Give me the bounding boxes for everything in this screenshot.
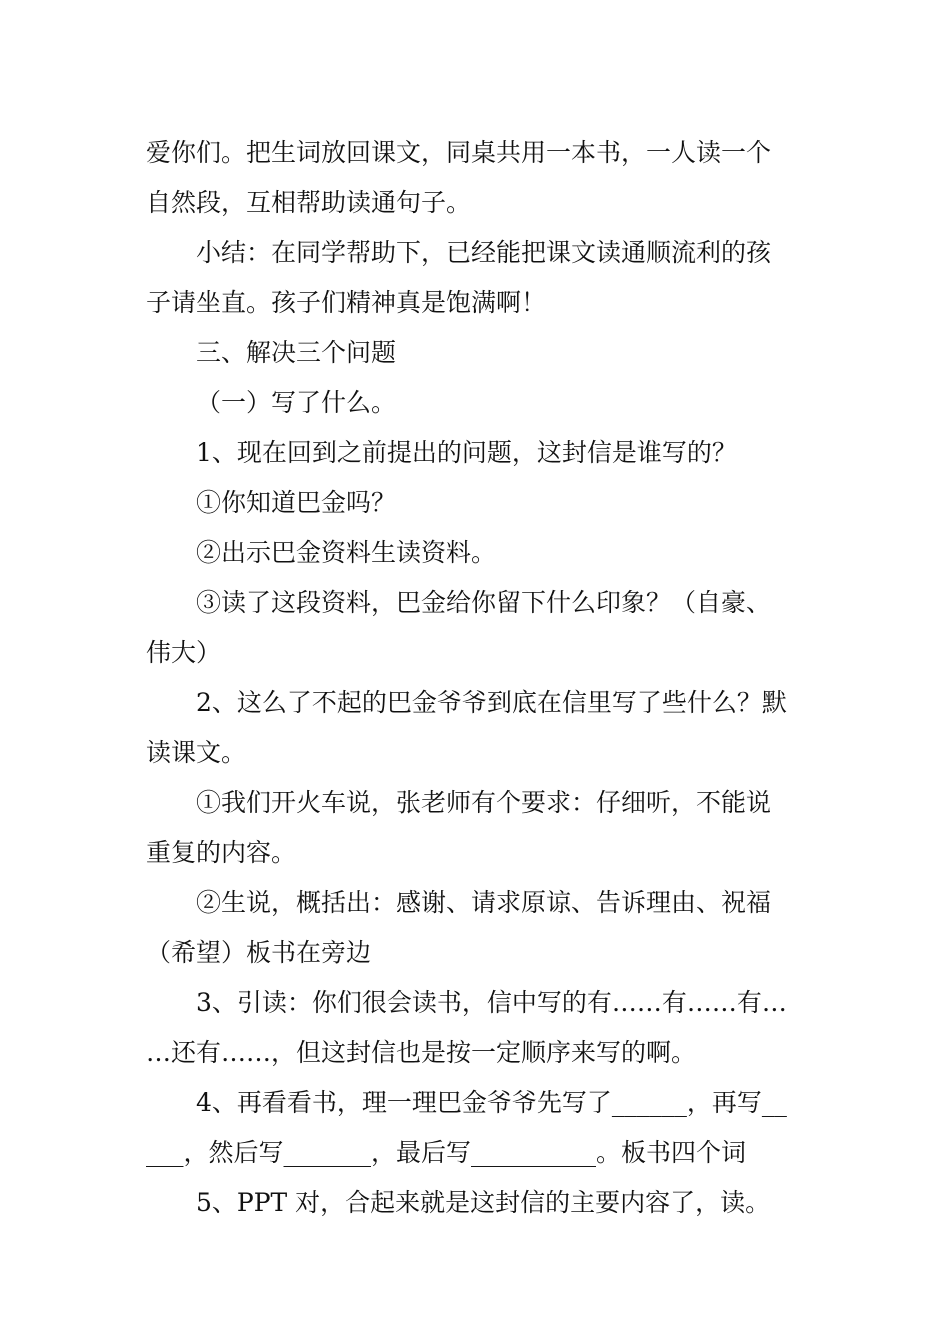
subsection-heading bbox=[146, 378, 810, 428]
body-text bbox=[146, 128, 810, 1228]
paragraph bbox=[146, 1178, 810, 1228]
text-line: 自然段，互相帮助读通句子。 bbox=[146, 188, 472, 217]
text-line: 4、再看看书，理一理巴金爷爷先写了______，再写__ bbox=[196, 1088, 787, 1117]
paragraph bbox=[146, 528, 810, 578]
paragraph bbox=[146, 428, 810, 478]
text-line: ③读了这段资料，巴金给你留下什么印象？（自豪、 bbox=[196, 588, 772, 617]
paragraph bbox=[146, 678, 810, 778]
text-line: 2、这么了不起的巴金爷爷到底在信里写了些什么？默 bbox=[196, 688, 787, 717]
paragraph bbox=[146, 128, 810, 228]
text-line: ①你知道巴金吗？ bbox=[196, 488, 397, 517]
paragraph bbox=[146, 878, 810, 978]
text-line: 伟大） bbox=[146, 638, 222, 667]
text-line: ___，然后写_______，最后写__________。板书四个词 bbox=[146, 1138, 747, 1167]
paragraph bbox=[146, 478, 810, 528]
text-line: 读课文。 bbox=[146, 738, 247, 767]
text-line: （一）写了什么。 bbox=[196, 388, 397, 417]
paragraph bbox=[146, 778, 810, 878]
text-line: 5、PPT 对，合起来就是这封信的主要内容了，读。 bbox=[196, 1188, 771, 1217]
text-line: ②出示巴金资料生读资料。 bbox=[196, 538, 497, 567]
text-line: ②生说，概括出：感谢、请求原谅、告诉理由、祝福 bbox=[196, 888, 772, 917]
text-line: ①我们开火车说，张老师有个要求：仔细听，不能说 bbox=[196, 788, 772, 817]
paragraph bbox=[146, 1078, 810, 1178]
text-line: （希望）板书在旁边 bbox=[146, 938, 372, 967]
text-line: 重复的内容。 bbox=[146, 838, 297, 867]
paragraph bbox=[146, 978, 810, 1078]
text-line: 子请坐直。孩子们精神真是饱满啊！ bbox=[146, 288, 547, 317]
text-line: 小结：在同学帮助下，已经能把课文读通顺流利的孩 bbox=[196, 238, 772, 267]
text-line: 三、解决三个问题 bbox=[196, 338, 397, 367]
text-line: 爱你们。把生词放回课文，同桌共用一本书，一人读一个 bbox=[146, 138, 772, 167]
text-line: …还有……，但这封信也是按一定顺序来写的啊。 bbox=[146, 1038, 697, 1067]
section-heading bbox=[146, 328, 810, 378]
paragraph bbox=[146, 578, 810, 678]
paragraph bbox=[146, 228, 810, 328]
text-line: 3、引读：你们很会读书，信中写的有……有……有… bbox=[196, 988, 787, 1017]
text-line: 1、现在回到之前提出的问题，这封信是谁写的？ bbox=[196, 438, 737, 467]
